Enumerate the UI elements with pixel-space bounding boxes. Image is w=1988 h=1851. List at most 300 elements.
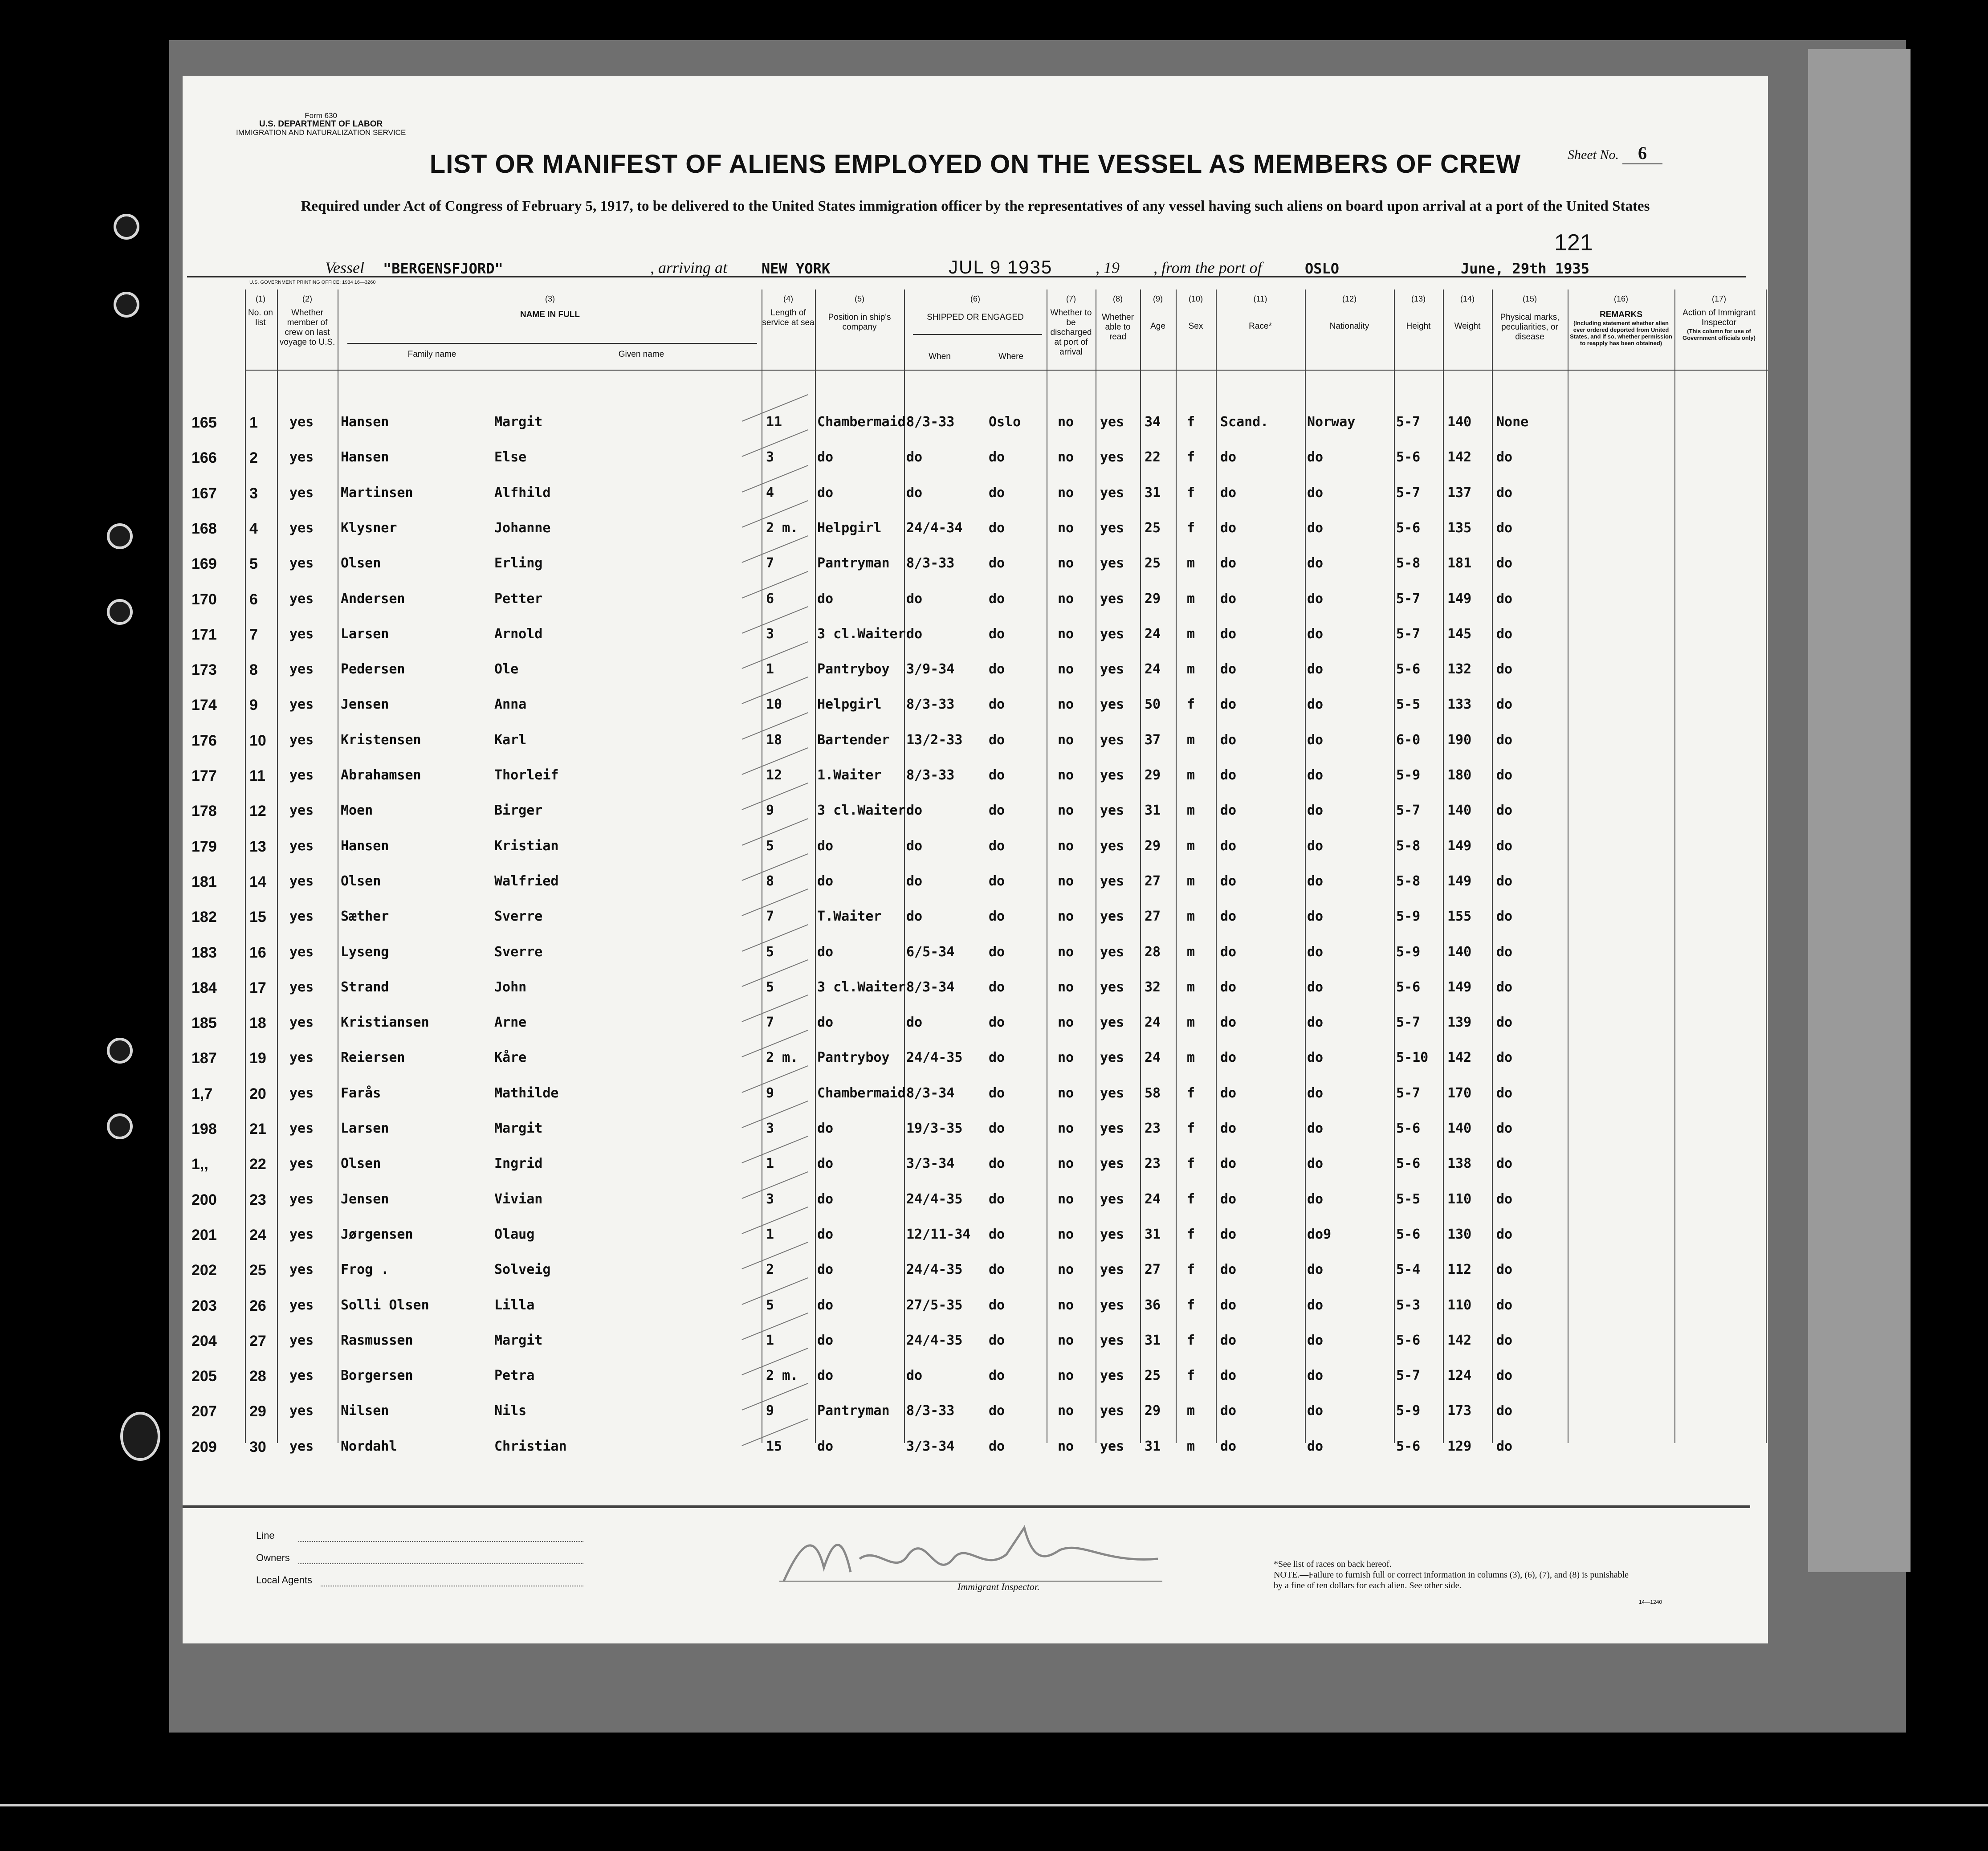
year-label: , 19	[1096, 259, 1120, 277]
weight-cell: 138	[1447, 1156, 1472, 1171]
service-length-cell: 18	[766, 732, 782, 748]
race-cell: do	[1220, 1050, 1237, 1065]
nationality-cell: do	[1307, 909, 1324, 924]
shipped-where-cell: do	[989, 1085, 1005, 1101]
physical-marks-cell: do	[1496, 1121, 1513, 1136]
weight-cell: 129	[1447, 1439, 1472, 1454]
shipped-where-cell: do	[989, 1297, 1005, 1313]
form-identifier	[236, 111, 406, 137]
last-voyage-cell: yes	[289, 732, 314, 748]
family-name-cell: Moen	[341, 803, 373, 818]
nationality-cell: do	[1307, 944, 1324, 960]
age-cell: 31	[1145, 1227, 1161, 1242]
serial-number: 1,7	[191, 1085, 213, 1102]
family-name-cell: Abrahamsen	[341, 767, 421, 783]
given-name-cell: Birger	[494, 803, 543, 818]
weight-cell: 181	[1447, 555, 1472, 571]
nationality-cell: do	[1307, 873, 1324, 889]
given-name-cell: Sverre	[494, 909, 543, 924]
able-to-read-cell: yes	[1100, 873, 1124, 889]
age-cell: 31	[1145, 1439, 1161, 1454]
age-cell: 24	[1145, 626, 1161, 642]
service-length-cell: 9	[766, 1085, 774, 1101]
service-length-cell: 2	[766, 1262, 774, 1277]
discharged-cell: no	[1058, 449, 1074, 465]
race-cell: do	[1220, 485, 1237, 501]
sex-cell: f	[1187, 1297, 1195, 1313]
nationality-cell: do	[1307, 767, 1324, 783]
discharged-cell: no	[1058, 555, 1074, 571]
serial-number: 183	[191, 944, 217, 961]
col-header-position: (5) Position in ship's company	[828, 294, 891, 332]
family-name-cell: Kristiansen	[341, 1015, 429, 1030]
height-cell: 5-6	[1396, 979, 1421, 995]
shipped-where-cell: do	[989, 591, 1005, 607]
shipped-when-cell: 12/11-34	[906, 1227, 971, 1242]
given-name-cell: Petra	[494, 1368, 535, 1383]
col-header-given: Given name	[618, 350, 664, 359]
race-cell: do	[1220, 1333, 1237, 1348]
shipped-when-cell: 8/3-33	[906, 555, 955, 571]
height-cell: 5-8	[1396, 873, 1421, 889]
sex-cell: f	[1187, 1227, 1195, 1242]
race-note: *See list of races on back hereof.	[1274, 1559, 1392, 1569]
given-name-cell: Ingrid	[494, 1156, 543, 1171]
list-number: 5	[249, 555, 258, 572]
col-header-age: (9) Age	[1150, 294, 1165, 331]
binder-ring	[120, 1412, 160, 1461]
list-number: 29	[249, 1403, 266, 1420]
list-number: 19	[249, 1050, 266, 1067]
list-number: 6	[249, 591, 258, 608]
col-header-height: (13) Height	[1406, 294, 1431, 331]
last-voyage-cell: yes	[289, 520, 314, 536]
table-row	[183, 546, 1768, 582]
race-cell: do	[1220, 732, 1237, 748]
family-name-cell: Sæther	[341, 909, 389, 924]
col-header-shipped: (6) SHIPPED OR ENGAGED	[927, 294, 1024, 322]
table-row	[183, 1253, 1768, 1288]
given-name-cell: Thorleif	[494, 767, 559, 783]
age-cell: 27	[1145, 909, 1161, 924]
discharged-cell: no	[1058, 732, 1074, 748]
discharged-cell: no	[1058, 909, 1074, 924]
position-cell: do	[817, 944, 834, 960]
from-port-label: , from the port of	[1153, 259, 1262, 277]
sex-cell: m	[1187, 979, 1195, 995]
sex-cell: f	[1187, 449, 1195, 465]
binder-edge	[1808, 49, 1911, 1572]
serial-number: 171	[191, 626, 217, 643]
col-header-sex: (10) Sex	[1188, 294, 1203, 331]
discharged-cell: no	[1058, 591, 1074, 607]
sex-cell: f	[1187, 1121, 1195, 1136]
service-name: IMMIGRATION AND NATURALIZATION SERVICE	[236, 128, 406, 137]
service-length-cell: 1	[766, 1227, 774, 1242]
last-voyage-cell: yes	[289, 1227, 314, 1242]
sex-cell: m	[1187, 873, 1195, 889]
service-length-cell: 2 m.	[766, 1368, 798, 1383]
position-cell: 1.Waiter	[817, 767, 882, 783]
serial-number: 182	[191, 909, 217, 926]
table-row	[183, 723, 1768, 759]
service-length-cell: 2 m.	[766, 520, 798, 536]
able-to-read-cell: yes	[1100, 1191, 1124, 1207]
last-voyage-cell: yes	[289, 909, 314, 924]
shipped-when-cell: do	[906, 838, 923, 854]
physical-marks-cell: do	[1496, 485, 1513, 501]
table-row	[183, 1076, 1768, 1112]
page-subtitle: Required under Act of Congress of February 5, 1917, to be delivered to the United States immigration officer by the representatives of any vessel having such aliens on board upon arrival at a port of the United States	[301, 198, 1650, 214]
weight-cell: 133	[1447, 697, 1472, 712]
last-voyage-cell: yes	[289, 1368, 314, 1383]
shipped-where-cell: do	[989, 1191, 1005, 1207]
serial-number: 201	[191, 1227, 217, 1244]
able-to-read-cell: yes	[1100, 449, 1124, 465]
shipped-where-cell: do	[989, 1439, 1005, 1454]
given-name-cell: Johanne	[494, 520, 551, 536]
shipped-where-cell: do	[989, 661, 1005, 677]
able-to-read-cell: yes	[1100, 1262, 1124, 1277]
race-cell: do	[1220, 1121, 1237, 1136]
shipped-when-cell: do	[906, 803, 923, 818]
shipped-where-cell: do	[989, 555, 1005, 571]
height-cell: 5-7	[1396, 1015, 1421, 1030]
sex-cell: f	[1187, 414, 1195, 430]
height-cell: 5-5	[1396, 1191, 1421, 1207]
physical-marks-cell: do	[1496, 520, 1513, 536]
height-cell: 5-5	[1396, 697, 1421, 712]
able-to-read-cell: yes	[1100, 555, 1124, 571]
nationality-cell: do	[1307, 803, 1324, 818]
table-row	[183, 652, 1768, 688]
sex-cell: f	[1187, 1333, 1195, 1348]
nationality-cell: do	[1307, 979, 1324, 995]
serial-number: 187	[191, 1050, 217, 1067]
weight-cell: 140	[1447, 944, 1472, 960]
table-row	[183, 1006, 1768, 1041]
race-cell: do	[1220, 449, 1237, 465]
weight-cell: 190	[1447, 732, 1472, 748]
form-code: 14—1240	[1639, 1599, 1662, 1605]
shipped-where-cell: do	[989, 1156, 1005, 1171]
family-name-cell: Nordahl	[341, 1439, 397, 1454]
able-to-read-cell: yes	[1100, 1050, 1124, 1065]
height-cell: 5-9	[1396, 1403, 1421, 1419]
list-number: 24	[249, 1227, 266, 1244]
last-voyage-cell: yes	[289, 1156, 314, 1171]
service-length-cell: 5	[766, 979, 774, 995]
shipped-when-cell: 13/2-33	[906, 732, 963, 748]
service-length-cell: 1	[766, 661, 774, 677]
serial-number: 203	[191, 1297, 217, 1314]
col-header-family: Family name	[407, 350, 456, 359]
family-name-cell: Borgersen	[341, 1368, 413, 1383]
physical-marks-cell: do	[1496, 1262, 1513, 1277]
arrival-port: NEW YORK	[762, 260, 831, 277]
list-number: 2	[249, 449, 258, 466]
physical-marks-cell: None	[1496, 414, 1529, 430]
table-row	[183, 1359, 1768, 1394]
service-length-cell: 5	[766, 838, 774, 854]
age-cell: 27	[1145, 1262, 1161, 1277]
last-voyage-cell: yes	[289, 1262, 314, 1277]
shipped-where-cell: do	[989, 697, 1005, 712]
shipped-when-cell: 19/3-35	[906, 1121, 963, 1136]
sex-cell: f	[1187, 1191, 1195, 1207]
able-to-read-cell: yes	[1100, 979, 1124, 995]
last-voyage-cell: yes	[289, 873, 314, 889]
discharged-cell: no	[1058, 1015, 1074, 1030]
height-cell: 5-7	[1396, 803, 1421, 818]
service-length-cell: 2 m.	[766, 1050, 798, 1065]
shipped-where-cell: do	[989, 1333, 1005, 1348]
binder-ring	[107, 599, 133, 625]
manifest-sheet	[183, 76, 1768, 1643]
shipped-where-cell: do	[989, 449, 1005, 465]
physical-marks-cell: do	[1496, 1368, 1513, 1383]
race-cell: do	[1220, 944, 1237, 960]
service-length-cell: 12	[766, 767, 782, 783]
discharged-cell: no	[1058, 626, 1074, 642]
given-name-cell: Alfhild	[494, 485, 551, 501]
last-voyage-cell: yes	[289, 1191, 314, 1207]
list-number: 20	[249, 1085, 266, 1102]
able-to-read-cell: yes	[1100, 485, 1124, 501]
race-cell: do	[1220, 838, 1237, 854]
age-cell: 31	[1145, 485, 1161, 501]
list-number: 13	[249, 838, 266, 855]
discharged-cell: no	[1058, 1227, 1074, 1242]
col-header-weight: (14) Weight	[1454, 294, 1481, 331]
sex-cell: m	[1187, 591, 1195, 607]
age-cell: 58	[1145, 1085, 1161, 1101]
age-cell: 36	[1145, 1297, 1161, 1313]
nationality-cell: do	[1307, 661, 1324, 677]
physical-marks-cell: do	[1496, 1191, 1513, 1207]
table-row	[183, 1288, 1768, 1324]
table-row	[183, 617, 1768, 653]
height-cell: 5-7	[1396, 485, 1421, 501]
penalty-note: NOTE.—Failure to furnish full or correct information in columns (3), (6), (7), and (8) is punishable by a fine of ten dollars for each alien. See other side.	[1274, 1570, 1629, 1590]
discharged-cell: no	[1058, 1333, 1074, 1348]
discharged-cell: no	[1058, 414, 1074, 430]
age-cell: 25	[1145, 1368, 1161, 1383]
list-number: 4	[249, 520, 258, 537]
able-to-read-cell: yes	[1100, 803, 1124, 818]
height-cell: 5-3	[1396, 1297, 1421, 1313]
form-number: Form 630	[305, 111, 338, 120]
weight-cell: 130	[1447, 1227, 1472, 1242]
shipped-where-cell: do	[989, 1015, 1005, 1030]
age-cell: 29	[1145, 591, 1161, 607]
nationality-cell: do	[1307, 1368, 1324, 1383]
given-name-cell: Nils	[494, 1403, 527, 1419]
shipped-when-cell: 27/5-35	[906, 1297, 963, 1313]
position-cell: Pantryboy	[817, 661, 890, 677]
race-cell: do	[1220, 803, 1237, 818]
list-number: 7	[249, 626, 258, 643]
given-name-cell: Else	[494, 449, 527, 465]
serial-number: 165	[191, 414, 217, 431]
list-number: 1	[249, 414, 258, 431]
last-voyage-cell: yes	[289, 979, 314, 995]
height-cell: 5-6	[1396, 1121, 1421, 1136]
inspector-label: Immigrant Inspector.	[957, 1581, 1040, 1592]
weight-cell: 110	[1447, 1191, 1472, 1207]
table-row	[183, 1112, 1768, 1147]
height-cell: 5-8	[1396, 555, 1421, 571]
service-length-cell: 11	[766, 414, 782, 430]
list-number: 17	[249, 979, 266, 996]
table-row	[183, 688, 1768, 723]
nationality-cell: do	[1307, 449, 1324, 465]
nationality-cell: do	[1307, 520, 1324, 536]
nationality-cell: do	[1307, 1439, 1324, 1454]
last-voyage-cell: yes	[289, 1403, 314, 1419]
position-cell: Pantryman	[817, 1403, 890, 1419]
family-name-cell: Klysner	[341, 520, 397, 536]
physical-marks-cell: do	[1496, 873, 1513, 889]
owners-field	[298, 1563, 583, 1564]
family-name-cell: Jensen	[341, 1191, 389, 1207]
last-voyage-cell: yes	[289, 449, 314, 465]
service-length-cell: 15	[766, 1439, 782, 1454]
serial-number: 174	[191, 697, 217, 713]
sex-cell: m	[1187, 909, 1195, 924]
discharged-cell: no	[1058, 838, 1074, 854]
sex-cell: m	[1187, 944, 1195, 960]
header-rule	[187, 276, 1746, 277]
race-cell: do	[1220, 909, 1237, 924]
weight-cell: 124	[1447, 1368, 1472, 1383]
nationality-cell: do	[1307, 555, 1324, 571]
last-voyage-cell: yes	[289, 803, 314, 818]
able-to-read-cell: yes	[1100, 626, 1124, 642]
shipped-when-cell: do	[906, 1015, 923, 1030]
list-number: 15	[249, 909, 266, 926]
family-name-cell: Lyseng	[341, 944, 389, 960]
discharged-cell: no	[1058, 1121, 1074, 1136]
family-name-cell: Larsen	[341, 1121, 389, 1136]
family-name-cell: Hansen	[341, 449, 389, 465]
position-cell: do	[817, 1333, 834, 1348]
height-cell: 5-4	[1396, 1262, 1421, 1277]
able-to-read-cell: yes	[1100, 1403, 1124, 1419]
height-cell: 5-6	[1396, 449, 1421, 465]
age-cell: 23	[1145, 1121, 1161, 1136]
position-cell: Pantryboy	[817, 1050, 890, 1065]
able-to-read-cell: yes	[1100, 520, 1124, 536]
list-number: 9	[249, 697, 258, 713]
shipped-when-cell: do	[906, 449, 923, 465]
serial-number: 173	[191, 661, 217, 678]
shipped-where-cell: Oslo	[989, 414, 1021, 430]
age-cell: 23	[1145, 1156, 1161, 1171]
nationality-cell: do	[1307, 626, 1324, 642]
table-row	[183, 1147, 1768, 1182]
family-name-cell: Larsen	[341, 626, 389, 642]
discharged-cell: no	[1058, 1191, 1074, 1207]
service-length-cell: 5	[766, 944, 774, 960]
service-length-cell: 3	[766, 1191, 774, 1207]
race-cell: do	[1220, 1191, 1237, 1207]
nationality-cell: do	[1307, 838, 1324, 854]
race-cell: do	[1220, 1439, 1237, 1454]
shipped-where-cell: do	[989, 767, 1005, 783]
race-cell: do	[1220, 1015, 1237, 1030]
sex-cell: f	[1187, 1368, 1195, 1383]
discharged-cell: no	[1058, 1050, 1074, 1065]
header-bottom-rule	[245, 370, 1768, 371]
weight-cell: 137	[1447, 485, 1472, 501]
last-voyage-cell: yes	[289, 555, 314, 571]
col-header-when: When	[929, 352, 951, 361]
weight-cell: 110	[1447, 1297, 1472, 1313]
given-name-cell: Mathilde	[494, 1085, 559, 1101]
col-header-name: (3) NAME IN FULL	[520, 294, 580, 319]
serial-number: 166	[191, 449, 217, 466]
shipped-when-cell: 8/3-34	[906, 1085, 955, 1101]
age-cell: 24	[1145, 661, 1161, 677]
able-to-read-cell: yes	[1100, 1297, 1124, 1313]
departure-date: June, 29th 1935	[1461, 260, 1589, 277]
age-cell: 34	[1145, 414, 1161, 430]
last-voyage-cell: yes	[289, 1297, 314, 1313]
nationality-cell: do9	[1307, 1227, 1332, 1242]
last-voyage-cell: yes	[289, 591, 314, 607]
department-name: U.S. DEPARTMENT OF LABOR	[259, 119, 383, 129]
physical-marks-cell: do	[1496, 1085, 1513, 1101]
vessel-name: "BERGENSFJORD"	[383, 260, 503, 277]
weight-cell: 145	[1447, 626, 1472, 642]
race-cell: do	[1220, 661, 1237, 677]
race-cell: do	[1220, 697, 1237, 712]
nationality-cell: do	[1307, 732, 1324, 748]
weight-cell: 132	[1447, 661, 1472, 677]
family-name-cell: Jørgensen	[341, 1227, 413, 1242]
given-name-cell: Margit	[494, 1121, 543, 1136]
nationality-cell: do	[1307, 1050, 1324, 1065]
physical-marks-cell: do	[1496, 1156, 1513, 1171]
shipped-underline	[913, 334, 1042, 335]
service-length-cell: 9	[766, 803, 774, 818]
physical-marks-cell: do	[1496, 1403, 1513, 1419]
discharged-cell: no	[1058, 1439, 1074, 1454]
given-name-cell: Karl	[494, 732, 527, 748]
family-name-cell: Reiersen	[341, 1050, 405, 1065]
height-cell: 5-8	[1396, 838, 1421, 854]
owners-label: Owners	[256, 1552, 290, 1563]
able-to-read-cell: yes	[1100, 1156, 1124, 1171]
able-to-read-cell: yes	[1100, 591, 1124, 607]
age-cell: 29	[1145, 838, 1161, 854]
table-row	[183, 829, 1768, 865]
table-row	[183, 476, 1768, 512]
race-cell: do	[1220, 1085, 1237, 1101]
name-underline	[347, 343, 757, 344]
position-cell: do	[817, 591, 834, 607]
weight-cell: 139	[1447, 1015, 1472, 1030]
table-row	[183, 582, 1768, 618]
col-header-remarks: (16) REMARKS (Including statement whether alien ever ordered deported from United States, and if so, whether permission to reapply has been obtained)	[1570, 294, 1672, 347]
race-cell: Scand.	[1220, 414, 1269, 430]
col-header-inspector-action: (17) Action of Immigrant Inspector (This column for use of Government officials only)	[1682, 294, 1756, 341]
serial-number: 198	[191, 1121, 217, 1138]
family-name-cell: Farås	[341, 1085, 381, 1101]
sex-cell: m	[1187, 1050, 1195, 1065]
footer-notes	[1274, 1559, 1639, 1591]
